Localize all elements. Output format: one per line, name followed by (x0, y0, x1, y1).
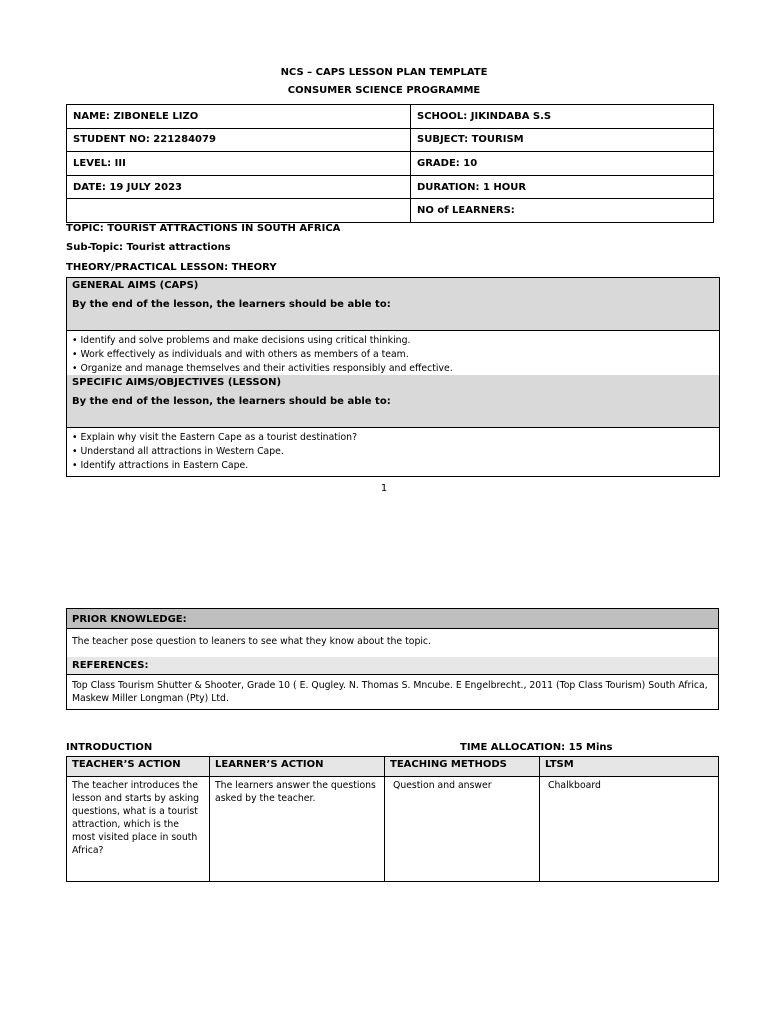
prior-knowledge-text: The teacher pose question to leaners to see what they know about the topic. (72, 636, 431, 647)
teaching-methods-cell: Question and answer (385, 777, 540, 882)
column-header: LEARNER’S ACTION (210, 757, 385, 777)
list-item: • Organize and manage themselves and their activities responsibly and effective. (72, 363, 453, 374)
specific-aims-header (67, 375, 719, 427)
specific-aims-section (66, 375, 720, 477)
lesson-type: THEORY/PRACTICAL LESSON: THEORY (66, 262, 277, 273)
general-aims-section (66, 277, 720, 380)
prior-knowledge-heading: PRIOR KNOWLEDGE: (67, 609, 718, 629)
introduction-table (66, 756, 719, 882)
column-header: TEACHING METHODS (385, 757, 540, 777)
document-title: NCS – CAPS LESSON PLAN TEMPLATE (280, 67, 488, 78)
table-row (67, 152, 714, 176)
list-item: • Identify and solve problems and make decisions using critical thinking. (72, 335, 411, 346)
subject-cell: SUBJECT: TOURISM (411, 128, 714, 152)
ltsm-cell: Chalkboard (540, 777, 719, 882)
table-row (67, 199, 714, 223)
general-aims-header (67, 278, 719, 330)
introduction-label: INTRODUCTION (66, 742, 153, 753)
subtopic: Sub-Topic: Tourist attractions (66, 242, 231, 253)
general-aims-list (67, 330, 719, 379)
general-aims-heading: GENERAL AIMS (CAPS) (72, 280, 199, 291)
info-table (66, 104, 714, 223)
time-allocation: TIME ALLOCATION: 15 Mins (460, 742, 613, 753)
list-item: • Explain why visit the Eastern Cape as a tourist destination? (72, 432, 358, 443)
grade-cell: GRADE: 10 (411, 152, 714, 176)
blank-cell (67, 199, 411, 223)
page-number: 1 (380, 483, 388, 494)
table-row (67, 105, 714, 129)
list-item: • Identify attractions in Eastern Cape. (72, 460, 249, 471)
references-text: Top Class Tourism Shutter & Shooter, Grade 10 ( E. Qugley. N. Thomas S. Mncube. E Engelbrecht., 2011 (Top Class Tourism) South Africa, Maskew Miller Longman (Pty) Ltd. (72, 680, 708, 704)
learners-cell: NO of LEARNERS: (411, 199, 714, 223)
document-subtitle: CONSUMER SCIENCE PROGRAMME (287, 85, 481, 96)
column-header: LTSM (540, 757, 719, 777)
table-row (67, 175, 714, 199)
duration-cell: DURATION: 1 HOUR (411, 175, 714, 199)
references-heading: REFERENCES: (67, 656, 718, 675)
teacher-action-cell: The teacher introduces the lesson and starts by asking questions, what is a tourist attraction, which is the most visited place in south Africa? (67, 777, 210, 882)
list-item: • Work effectively as individuals and with others as members of a team. (72, 349, 409, 360)
list-item: • Understand all attractions in Western Cape. (72, 446, 284, 457)
learner-action-cell: The learners answer the questions asked by the teacher. (210, 777, 385, 882)
table-row (67, 128, 714, 152)
column-header: TEACHER’S ACTION (67, 757, 210, 777)
table-row (67, 777, 719, 882)
level-cell: LEVEL: III (67, 152, 411, 176)
school-cell: SCHOOL: JIKINDABA S.S (411, 105, 714, 129)
prior-knowledge-section (66, 608, 719, 710)
specific-aims-heading: SPECIFIC AIMS/OBJECTIVES (LESSON) (72, 377, 282, 388)
topic: TOPIC: TOURIST ATTRACTIONS IN SOUTH AFRICA (66, 223, 341, 234)
specific-aims-list (67, 427, 719, 476)
date-cell: DATE: 19 JULY 2023 (67, 175, 411, 199)
specific-aims-subheading: By the end of the lesson, the learners should be able to: (72, 396, 391, 407)
name-cell: NAME: ZIBONELE LIZO (67, 105, 411, 129)
student-no-cell: STUDENT NO: 221284079 (67, 128, 411, 152)
table-header-row (67, 757, 719, 777)
general-aims-subheading: By the end of the lesson, the learners should be able to: (72, 299, 391, 310)
